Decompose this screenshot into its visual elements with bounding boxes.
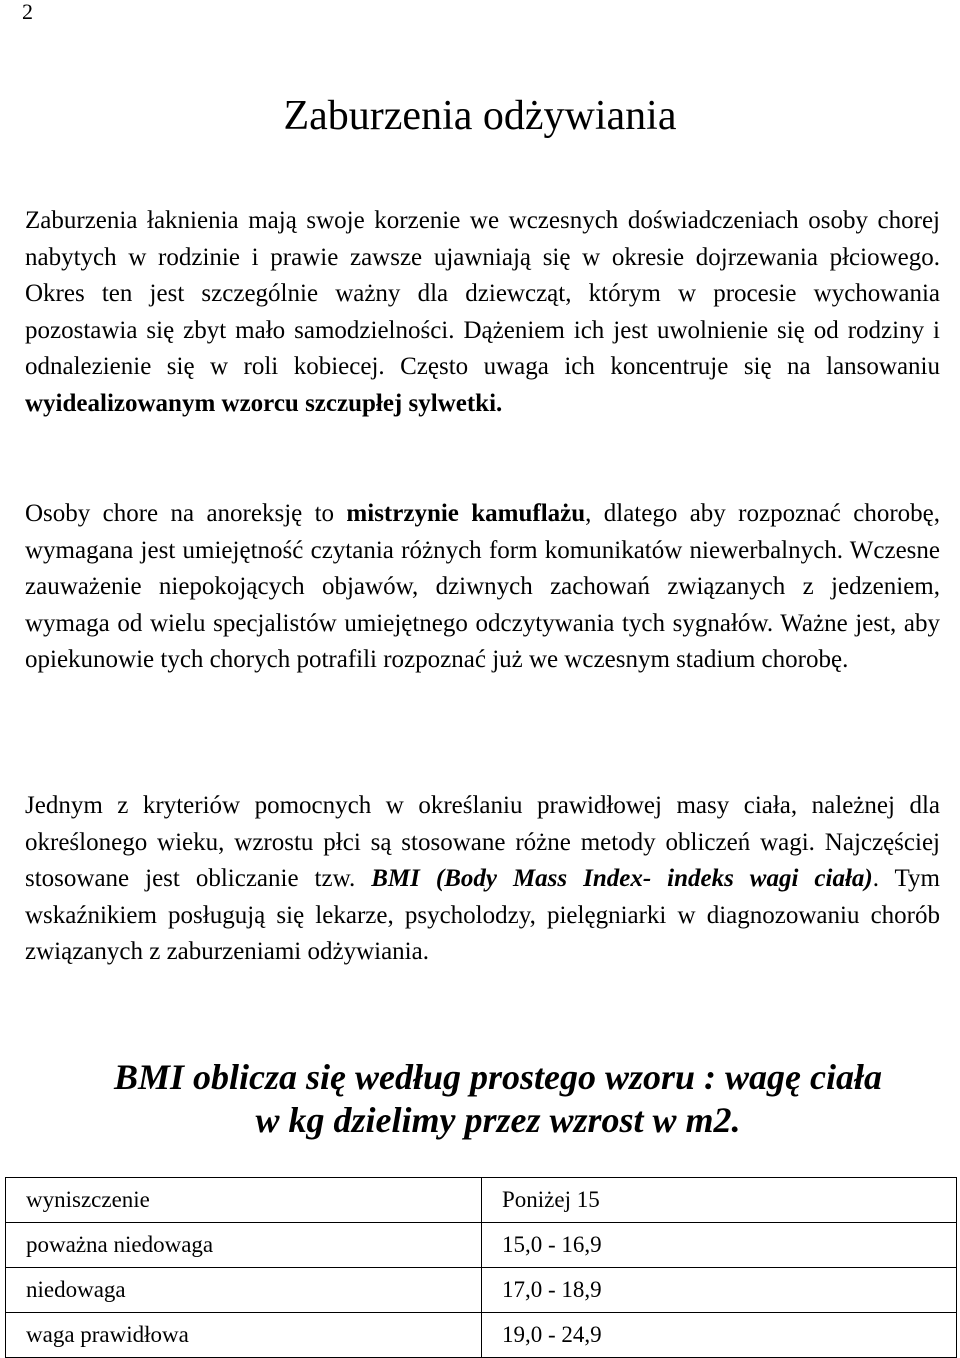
emphasized-text: mistrzynie kamuflażu — [346, 500, 586, 527]
paragraph-text: Jednym z kryteriów pomocnych w określaniu prawidłowej masy ciała, należnej dla określonego wieku, wzrostu płci są stosowane różne metody obliczeń wagi. Najczęściej stosowane jest obliczanie tzw. — [25, 792, 940, 892]
paragraph-bmi — [25, 788, 940, 971]
formula-line: BMI oblicza się według prostego wzoru : wagę ciała — [113, 1057, 883, 1097]
range-cell: Poniżej 15 — [482, 1178, 957, 1223]
table-row — [6, 1223, 957, 1268]
table-row — [6, 1178, 957, 1223]
category-cell: poważna niedowaga — [6, 1223, 482, 1268]
category-cell: niedowaga — [6, 1268, 482, 1313]
range-cell: 17,0 - 18,9 — [482, 1268, 957, 1313]
paragraph-anorexia — [25, 496, 940, 679]
page-number: 2 — [22, 0, 33, 24]
category-cell: wyniszczenie — [6, 1178, 482, 1223]
page-title: Zaburzenia odżywiania — [283, 93, 677, 139]
paragraph-intro — [25, 203, 940, 422]
paragraph-text: Osoby chore na anoreksję to — [25, 500, 347, 527]
paragraph-text: . Tym wskaźnikiem posługują się lekarze, psycholodzy, pielęgniarki w diagnozowaniu chorób związanych z zaburzeniami odżywiania. — [25, 865, 940, 965]
paragraph-text: Zaburzenia łaknienia mają swoje korzenie we wczesnych doświadczeniach osoby chorej nabytych w rodzinie i prawie zawsze ujawniają się w okresie dojrzewania płciowego. Okres ten jest szczególnie ważny dla dziewcząt, którym w procesie wychowania pozostawia się zbyt mało samodzielności. Dążeniem ich jest uwolnienie się od rodziny i odnalezienie się w roli kobiecej. Często uwaga ich koncentruje się na lansowaniu — [25, 207, 940, 380]
category-cell: waga prawidłowa — [6, 1313, 482, 1358]
bmi-table — [5, 1177, 957, 1358]
paragraph-text: , dlatego aby rozpoznać chorobę, wymagana jest umiejętność czytania różnych form komunikatów niewerbalnych. Wczesne zauważenie niepokojących objawów, dziwnych zachowań związanych z jedzeniem, wymaga od wielu specjalistów umiejętnego odczytywania tych sygnałów. Ważne jest, aby opiekunowie tych chorych potrafili rozpoznać już we wczesnym stadium chorobę. — [25, 500, 940, 673]
emphasized-text: wyidealizowanym wzorcu szczupłej sylwetki. — [25, 389, 503, 417]
range-cell: 15,0 - 16,9 — [482, 1223, 957, 1268]
range-cell: 19,0 - 24,9 — [482, 1313, 957, 1358]
emphasized-text: BMI (Body Mass Index- indeks wagi ciała) — [371, 865, 873, 892]
table-row — [6, 1313, 957, 1358]
formula-line: w kg dzielimy przez wzrost w m2. — [255, 1100, 741, 1140]
bmi-formula — [0, 1056, 960, 1142]
table-row — [6, 1268, 957, 1313]
